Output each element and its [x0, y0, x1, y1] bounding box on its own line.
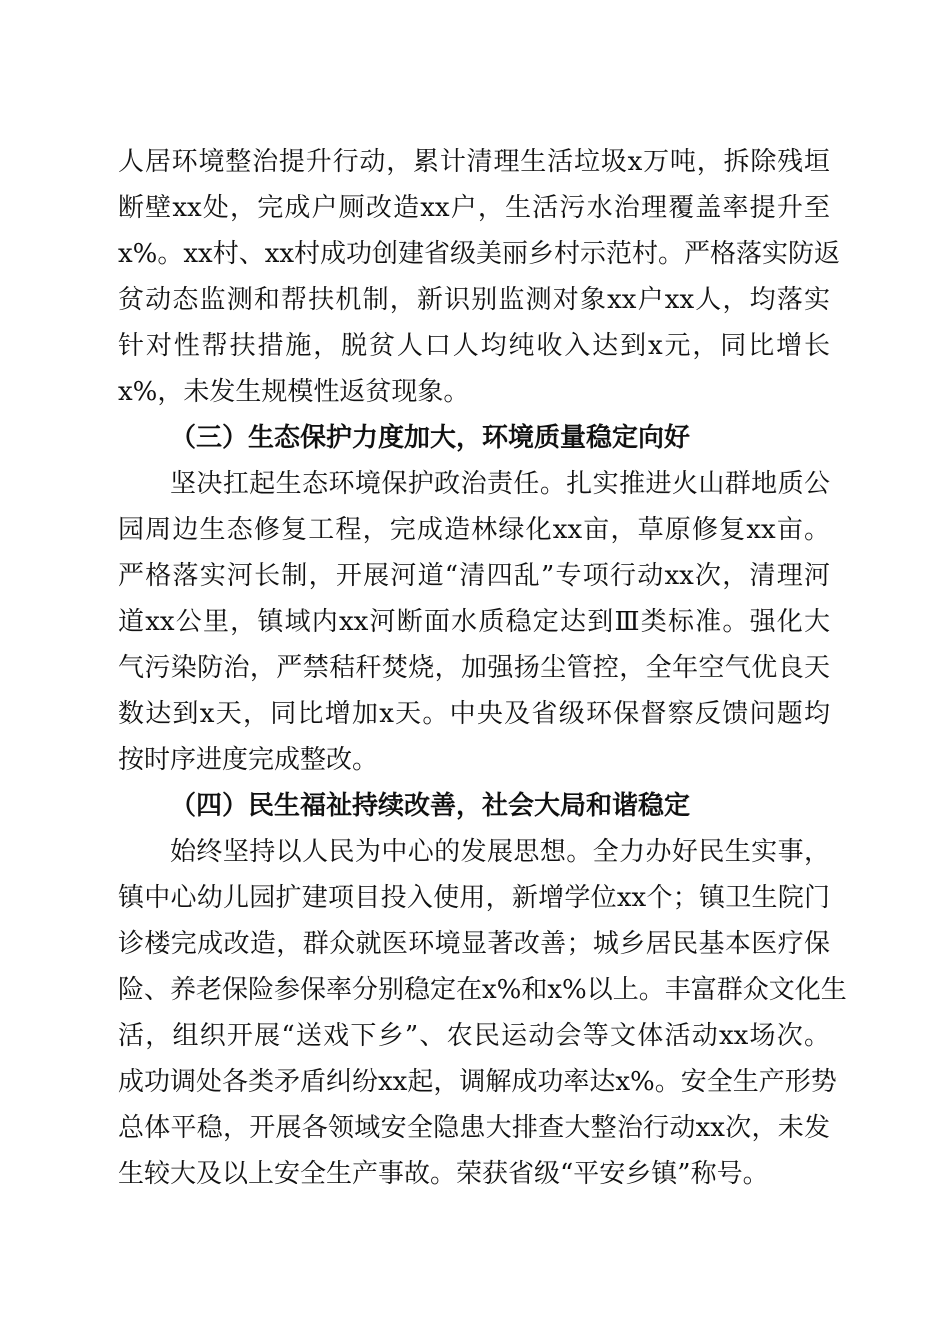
paragraph-2-line-6: 数达到x天，同比增加x天。中央及省级环保督察反馈问题均	[118, 699, 830, 729]
paragraph-3-line-1: 始终坚持以人民为中心的发展思想。全力办好民生实事，	[170, 837, 830, 867]
paragraph-1-line-3: x%。xx村、xx村成功创建省级美丽乡村示范村。严格落实防返	[118, 239, 841, 269]
paragraph-2-line-3: 严格落实河长制，开展河道“清四乱”专项行动xx次，清理河	[118, 561, 830, 591]
paragraph-1-line-4: 贫动态监测和帮扶机制，新识别监测对象xx户xx人，均落实	[118, 285, 830, 315]
paragraph-3-line-4: 险、养老保险参保率分别稳定在x%和x%以上。丰富群众文化生	[118, 975, 847, 1005]
paragraph-2-line-1: 坚决扛起生态环境保护政治责任。扎实推进火山群地质公	[170, 469, 830, 499]
paragraph-1-line-1: 人居环境整治提升行动，累计清理生活垃圾x万吨，拆除残垣	[118, 147, 830, 177]
paragraph-3-line-5: 活，组织开展“送戏下乡”、农民运动会等文体活动xx场次。	[118, 1021, 830, 1051]
paragraph-3-line-3: 诊楼完成改造，群众就医环境显著改善；城乡居民基本医疗保	[118, 929, 830, 959]
paragraph-2-line-2: 园周边生态修复工程，完成造林绿化xx亩，草原修复xx亩。	[118, 515, 830, 545]
paragraph-1-line-5: 针对性帮扶措施，脱贫人口人均纯收入达到x元，同比增长	[118, 331, 830, 361]
paragraph-1-line-6: x%，未发生规模性返贫现象。	[118, 377, 470, 407]
paragraph-1-line-2: 断壁xx处，完成户厕改造xx户，生活污水治理覆盖率提升至	[118, 193, 830, 223]
paragraph-3-line-6: 成功调处各类矛盾纠纷xx起，调解成功率达x%。安全生产形势	[118, 1067, 837, 1097]
paragraph-3-line-7: 总体平稳，开展各领域安全隐患大排查大整治行动xx次，未发	[118, 1113, 830, 1143]
paragraph-2-line-7: 按时序进度完成整改。	[118, 745, 379, 775]
paragraph-2-line-4: 道xx公里，镇域内xx河断面水质稳定达到Ⅲ类标准。强化大	[118, 607, 830, 637]
paragraph-3-line-8: 生较大及以上安全生产事故。荣获省级“平安乡镇”称号。	[118, 1159, 769, 1189]
section-heading-4: （四）民生福祉持续改善，社会大局和谐稳定	[170, 791, 691, 821]
paragraph-3-line-2: 镇中心幼儿园扩建项目投入使用，新增学位xx个；镇卫生院门	[118, 883, 830, 913]
paragraph-2-line-5: 气污染防治，严禁秸秆焚烧，加强扬尘管控，全年空气优良天	[118, 653, 830, 683]
section-heading-3: （三）生态保护力度加大，环境质量稳定向好	[170, 423, 691, 453]
